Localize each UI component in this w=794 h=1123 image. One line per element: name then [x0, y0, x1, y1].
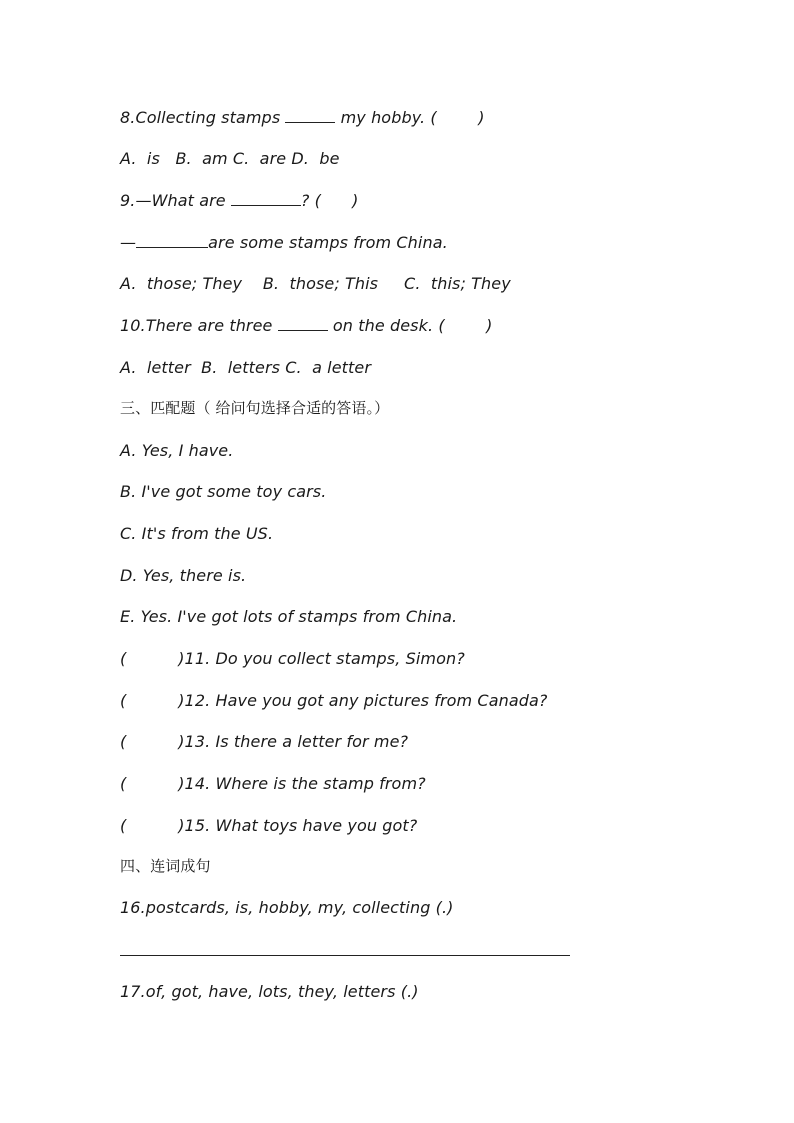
matching-question-13: ( )13. Is there a letter for me? [120, 732, 409, 751]
question-10-blank[interactable] [278, 316, 328, 331]
question-9-options: A. those; They B. those; This C. this; They [120, 274, 511, 293]
question-17: 17.of, got, have, lots, they, letters (.) [120, 982, 419, 1001]
question-9-text-after: ? ( ) [300, 191, 359, 210]
question-8-text-after: my hobby. ( ) [335, 108, 485, 127]
answer-option-e: E. Yes. I've got lots of stamps from China. [120, 607, 458, 626]
section-4-title: 四、连词成句 [120, 857, 211, 875]
question-16-answer-line[interactable] [120, 955, 570, 956]
answer-option-d: D. Yes, there is. [120, 566, 247, 585]
matching-question-11: ( )11. Do you collect stamps, Simon? [120, 649, 465, 668]
question-9-reply-dash: — [120, 233, 137, 252]
question-8-blank[interactable] [285, 108, 335, 123]
matching-question-15: ( )15. What toys have you got? [120, 816, 418, 835]
question-9-reply-blank[interactable] [136, 233, 208, 248]
matching-question-14: ( )14. Where is the stamp from? [120, 774, 426, 793]
answer-option-b: B. I've got some toy cars. [120, 482, 327, 501]
question-10 [120, 316, 493, 336]
question-16: 16.postcards, is, hobby, my, collecting (.) [120, 898, 454, 917]
question-9-blank[interactable] [231, 191, 301, 206]
question-10-text-before: 10.There are three [120, 316, 278, 335]
answer-option-c: C. It's from the US. [120, 524, 274, 543]
matching-question-12: ( )12. Have you got any pictures from Canada? [120, 691, 548, 710]
question-9 [120, 191, 358, 211]
question-10-options: A. letter B. letters C. a letter [120, 358, 372, 377]
section-3-title: 三、匹配题（ 给问句选择合适的答语。） [120, 399, 390, 417]
question-8-options: A. is B. am C. are D. be [120, 149, 340, 168]
question-8-text-before: 8.Collecting stamps [120, 108, 286, 127]
answer-option-a: A. Yes, I have. [120, 441, 234, 460]
question-8 [120, 108, 485, 128]
question-9-reply-text: are some stamps from China. [208, 233, 448, 252]
question-9-text-before: 9.—What are [120, 191, 231, 210]
question-10-text-after: on the desk. ( ) [327, 316, 493, 335]
question-9-reply [120, 233, 448, 253]
